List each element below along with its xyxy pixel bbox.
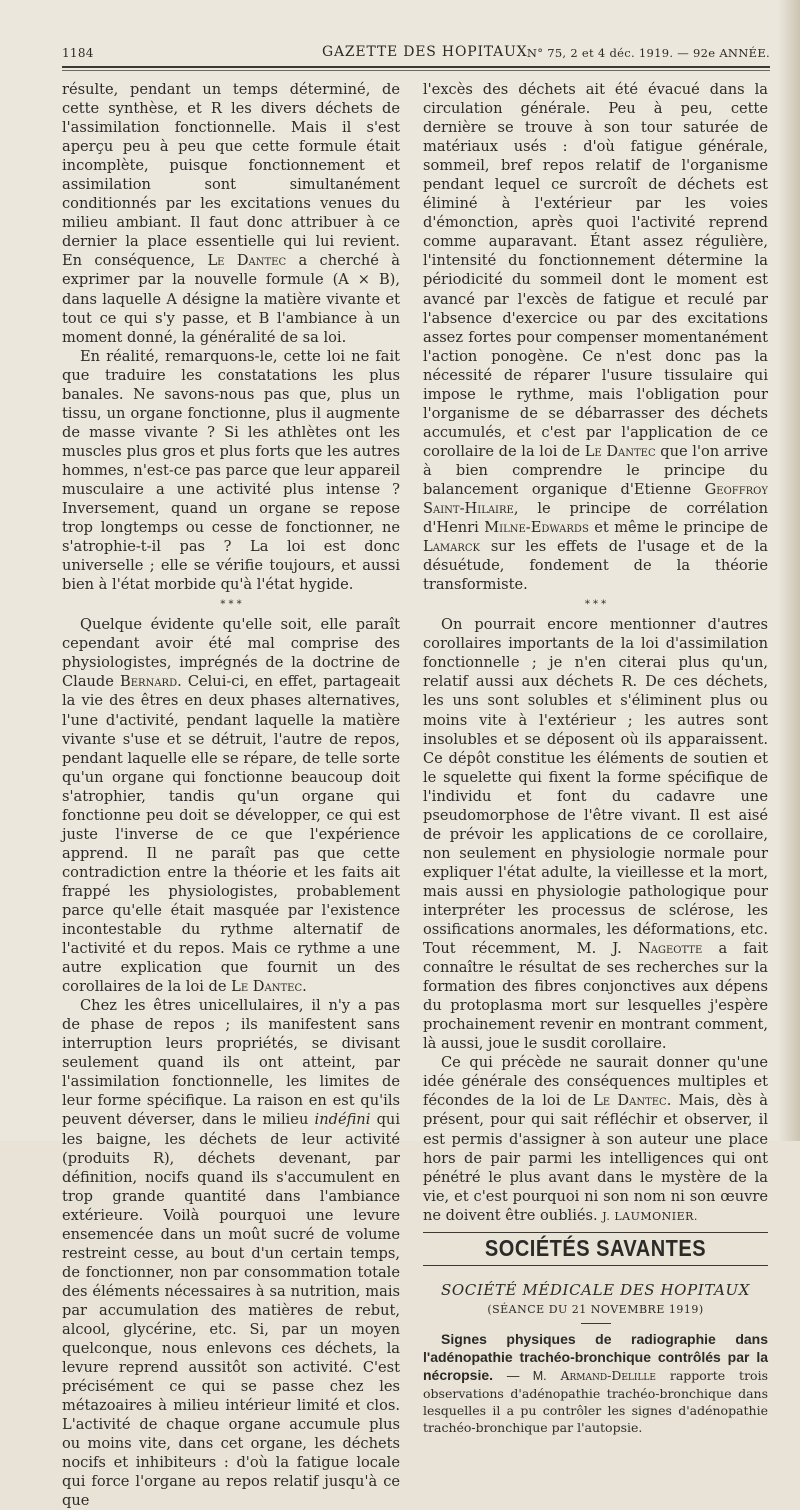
article-title: Signes physiques de radiographie dans l'adénopathie trachéo-bronchique contrôlés par la nécropsie. — [423, 1330, 768, 1383]
section-title: SOCIÉTÉS SAVANTES — [484, 1236, 707, 1262]
author-name: Le Dantec — [231, 978, 303, 996]
author-name: Le Dantec — [593, 1092, 667, 1110]
left-column — [62, 80, 400, 1510]
author-name: Nageotte — [637, 940, 703, 958]
signature: J. LAUMONIER. — [602, 1209, 698, 1223]
issue-info: N° 75, 2 et 4 déc. 1919. — 92e ANNÉE. — [526, 46, 770, 60]
paragraph: Chez les êtres unicellulaires, il n'y a pas de phase de repos ; ils manifestent sans interruption leurs propriétés, se divisant seulement quand ils ont atteint, par l'assimilation fonctionnelle, les limites de leur forme spécifique. La raison en est qu'ils peuvent déverser, dans le milieu indéfini qui les baigne, les déchets de leur activité (produits R), déchets devenant, par définition, nocifs quand ils s'accumulent en trop grande quantité dans l'ambiance extérieure. Voilà pourquoi une levure ensemencée dans un moût sucré de volume restreint cesse, au bout d'un certain temps, de fonctionner, non par consommation totale des éléments nécessaires à sa nutrition, mais par accumulation des matières de rebut, alcool, glycérine, etc. Si, par un moyen quelconque, nous enlevons ces déchets, la levure reprend aussitôt son activité. C'est précisément ce qui se passe chez les métazoaires à milieu intérieur limité et clos. L'activité de chaque organe accumule plus ou moins vite, dans cet organe, les déchets nocifs et inhibiteurs : d'où la fatigue locale qui force l'organe au repos relatif jusqu'à ce que — [62, 997, 400, 1510]
paragraph: résulte, pendant un temps déterminé, de cette synthèse, et R les divers déchets de l'assimilation fonctionnelle. Mais il s'est aperçu peu à peu que cette formule était incomplète, puisque fonctionnement et assimilation sont simultanément conditionnés par les excitations venues du milieu ambiant. Il faut donc attribuer à ce dernier la place essentielle qui lui revient. En conséquence, Le Dantec a cherché à exprimer par la nouvelle formule (A × B), dans laquelle A désigne la matière vivante et tout ce qui s'y passe, et B l'ambiance à un moment donné, la généralité de sa loi. — [62, 81, 400, 346]
emphasis: indéfini — [314, 1111, 371, 1129]
page-header — [62, 44, 770, 64]
society-name: SOCIÉTÉ MÉDICALE DES HOPITAUX — [440, 1280, 751, 1299]
session-date: (SÉANCE DU 21 NOVEMBRE 1919) — [487, 1302, 704, 1316]
newspaper-title: GAZETTE DES HOPITAUX — [322, 44, 528, 60]
paragraph: On pourrait encore mentionner d'autres corollaires importants de la loi d'assimilation fonctionnelle ; je n'en citerai plus qu'un, relatif aussi aux déchets R. De ces déchets, les uns sont solubles et s'éliminent plus ou moins vite à l'extérieur ; les autres sont insolubles et se déposent où ils apparaissent. Ce dépôt constitue les éléments de soutien et le squelette qui fixent la forme spécifique de l'individu et font du cadavre une pseudomorphose de l'être vivant. Il est aisé de prévoir les applications de ce corollaire, non seulement en physiologie normale pour expliquer l'état adulte, la vieillesse et la mort, mais aussi en physiologie pathologique pour interpréter les processus de sclérose, les ossifications anormales, les déformations, etc. Tout récemment, M. J. Nageotte a fait connaître le résultat de ses recherches sur la formation des fibres conjonctives aux dépens du protoplasma mort sur lesquelles j'espère prochainement revenir en montrant comment, là aussi, joue le susdit corollaire. — [423, 616, 768, 1053]
author-name: Lamarck — [423, 538, 481, 556]
right-column — [423, 80, 768, 1436]
header-rule-thin — [62, 70, 770, 71]
header-rule — [62, 66, 770, 68]
section-separator: * * * — [584, 599, 607, 611]
author-name: Geoffroy Saint-Hilaire — [423, 480, 768, 518]
page-number: 1184 — [62, 46, 94, 60]
section-separator: * * * — [220, 599, 242, 611]
short-rule — [581, 1323, 611, 1324]
author-name: Armand-Delille — [560, 1367, 656, 1383]
author-name: Le Dantec — [207, 252, 287, 270]
paragraph: Ce qui précède ne saurait donner qu'une idée générale des conséquences multiples et fécondes de la loi de Le Dantec. Mais, dès à présent, pour qui sait réfléchir et observer, il est permis d'assigner à son auteur une place hors de pair parmi les intelligences qui ont pénétré le plus avant dans le mystère de la vie, et c'est pourquoi ni son nom ni son œuvre ne doivent être oubliés. J. LAUMONIER. — [423, 1054, 768, 1224]
paragraph: En réalité, remarquons-le, cette loi ne fait que traduire les constatations les plus banales. Ne savons-nous pas que, plus un tissu, un organe fonctionne, plus il augmente de masse vivante ? Si les athlètes ont les muscles plus gros et plus forts que les autres hommes, n'est-ce pas parce que leur appareil musculaire a une activité plus intense ? Inversement, quand un organe se repose trop longtemps ou cesse de fonctionner, ne s'atrophie-t-il pas ? La loi est donc universelle ; elle se vérifie toujours, et aussi bien à l'état morbide qu'à l'état hygide. — [62, 347, 400, 594]
author-name: Bernard — [120, 673, 178, 691]
paragraph: Signes physiques de radiographie dans l'adénopathie trachéo-bronchique contrôlés par la nécropsie. — M. Armand-Delille rapporte trois observations d'adénopathie trachéo-bronchique dans lesquelles il a pu contrôler les signes d'adénopathie trachéo-bronchique par l'autopsie. — [423, 1330, 768, 1435]
page-edge-shadow — [778, 0, 800, 1141]
author-name: Le Dantec — [584, 442, 656, 460]
author-name: Milne-Edwards — [484, 519, 589, 537]
paragraph: Quelque évidente qu'elle soit, elle paraît cependant avoir été mal comprise des physiologistes, imprégnés de la doctrine de Claude Bernard. Celui-ci, en effet, partageait la vie des êtres en deux phases alternatives, l'une d'activité, pendant laquelle la matière vivante s'use et se détruit, l'autre de repos, pendant laquelle elle se répare, de telle sorte qu'un organe qui fonctionne beaucoup doit s'atrophier, tandis qu'un organe qui fonctionne peu doit se développer, ce qui est juste l'inverse de ce que l'expérience apprend. Il ne paraît pas que cette contradiction entre la théorie et les faits ait frappé les physiologistes, probablement parce qu'elle était masquée par l'existence incontestable du rythme alternatif de l'activité et du repos. Mais ce rythme a une autre explication que fournit un des corollaires de la loi de Le Dantec. — [62, 616, 400, 996]
paragraph: l'excès des déchets ait été évacué dans la circulation générale. Peu à peu, cette dernière se trouve à son tour saturée de matériaux usés : d'où fatigue générale, sommeil, bref repos relatif de l'organisme pendant lequel ce surcroît de déchets est éliminé à l'extérieur par les voies d'émonction, après quoi l'activité reprend comme auparavant. Étant assez régulière, l'intensité du fonctionnement détermine la périodicité du sommeil dont le moment est avancé par l'excès de fatigue et reculé par l'absence d'exercice ou par des excitations assez fortes pour compenser momentanément l'action ponogène. Ce n'est donc pas la nécessité de réparer l'usure tissulaire qui impose le rythme, mais l'obligation pour l'organisme de se débarrasser des déchets accumulés, et c'est par l'application de ce corollaire de la loi de Le Dantec que l'on arrive à bien comprendre le principe du balancement organique d'Etienne Geoffroy Saint-Hilaire, le principe de corrélation d'Henri Milne-Edwards et même le principe de Lamarck sur les effets de l'usage et de la désuétude, fondement de la théorie transformiste. — [423, 81, 768, 594]
